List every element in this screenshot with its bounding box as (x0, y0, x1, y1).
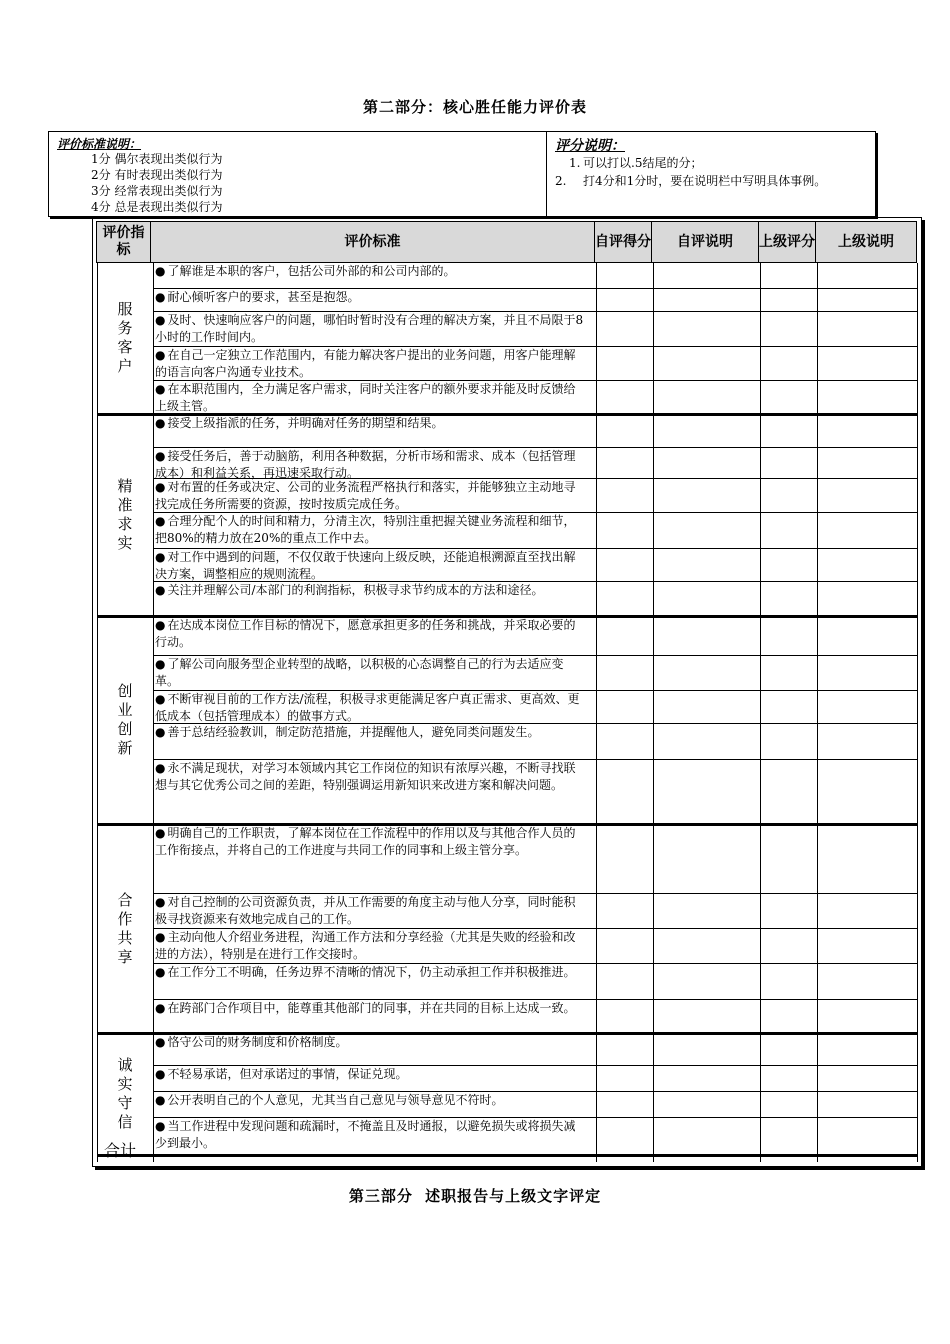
bullet-icon: ● (155, 514, 166, 528)
column-rule (153, 263, 154, 1162)
criterion-text: 耐心倾听客户的要求，甚至是抱怨。 (167, 290, 360, 304)
criteria-legend-heading: 评价标准说明： (57, 137, 142, 151)
criterion-text: 关注并理解公司/本部门的利润指标，积极寻求节约成本的方法和途径。 (167, 583, 544, 597)
criterion-item (155, 289, 587, 310)
scoring-note-number: 1. (569, 156, 581, 170)
category-name: 创业创新 (117, 682, 133, 757)
bullet-icon: ● (155, 313, 166, 327)
category-name: 诚实守信 (117, 1056, 133, 1131)
criterion-item (155, 1092, 587, 1116)
scoring-legend (547, 132, 875, 216)
criterion-text: 永不满足现状，对学习本领域内其它工作岗位的知识有浓厚兴趣，不断寻找联想与其它优秀公司之间的差距，特别强调运用新知识来改进方案和解决问题。 (155, 761, 576, 792)
bullet-icon: ● (155, 416, 166, 430)
criterion-item (155, 1000, 587, 1032)
bullet-icon: ● (155, 895, 166, 909)
criterion-item (155, 347, 587, 379)
bullet-icon: ● (155, 725, 166, 739)
bullet-icon: ● (155, 1067, 166, 1081)
criterion-text: 不轻易承诺，但对承诺过的事情，保证兑现。 (167, 1067, 408, 1081)
column-rule (760, 263, 761, 1162)
criterion-item (155, 513, 587, 547)
category-cell (97, 616, 153, 824)
evaluation-table (92, 217, 922, 1167)
category-name: 合作共享 (117, 890, 133, 966)
criterion-text: 了解公司向服务型企业转型的战略，以积极的心态调整自己的行为去适应变革。 (155, 657, 564, 688)
criteria-legend-row: 4分 总是表现出类似行为 (91, 200, 223, 214)
column-rule (596, 263, 597, 1162)
criterion-item (155, 1034, 587, 1064)
criteria-legend-row: 1分 偶尔表现出类似行为 (91, 152, 223, 166)
bullet-icon: ● (155, 264, 166, 278)
criterion-item (155, 825, 587, 892)
scoring-legend-heading: 评分说明： (555, 138, 625, 154)
criterion-text: 对工作中遇到的问题，不仅仅敢于快速向上级反映，还能追根溯源直至找出解决方案，调整相应的规则流程。 (155, 550, 576, 581)
category-name: 精准求实 (117, 477, 133, 552)
criterion-text: 对自己控制的公司资源负责，并从工作需要的角度主动与他人分享，同时能积极寻找资源来有效地完成自己的工作。 (155, 895, 576, 926)
scoring-note (555, 174, 873, 189)
header-criteria: 评价标准 (151, 222, 595, 262)
bullet-icon: ● (155, 348, 166, 362)
criterion-item (155, 1118, 587, 1154)
criterion-text: 合理分配个人的时间和精力，分清主次，特别注重把握关键业务流程和细节，把80%的精力放在20%的重点工作中去。 (155, 514, 576, 545)
bullet-icon: ● (155, 826, 166, 840)
criterion-text: 在工作分工不明确，任务边界不清晰的情况下，仍主动承担工作并积极推进。 (167, 965, 576, 979)
criterion-item (155, 691, 587, 722)
scoring-note (569, 156, 869, 171)
bullet-icon: ● (155, 1093, 166, 1107)
section-rule (97, 1154, 917, 1157)
criterion-text: 善于总结经验教训，制定防范措施，并提醒他人，避免同类问题发生。 (167, 725, 540, 739)
bullet-icon: ● (155, 1001, 166, 1015)
criterion-item (155, 656, 587, 689)
criterion-item (155, 415, 587, 446)
criterion-item (155, 894, 587, 927)
bullet-icon: ● (155, 618, 166, 632)
criterion-item (155, 929, 587, 962)
scoring-note-number: 2. (555, 174, 567, 188)
criterion-text: 在达成本岗位工作目标的情况下，愿意承担更多的任务和挑战，并采取必要的行动。 (155, 618, 576, 649)
criterion-text: 对布置的任务或决定、公司的业务流程严格执行和落实，并能够独立主动地寻找完成任务所需要的资源，按时按质完成任务。 (155, 480, 576, 511)
criterion-text: 接受上级指派的任务，并明确对任务的期望和结果。 (167, 416, 444, 430)
category-cell (97, 824, 153, 1033)
criterion-item (155, 381, 587, 413)
section-three-title: 第三部分 述职报告与上级文字评定 (348, 1187, 602, 1205)
criterion-text: 及时、快速响应客户的问题，哪怕时暂时没有合理的解决方案，并且不局限于8小时的工作时间内。 (155, 313, 584, 344)
header-manager-comment: 上级说明 (838, 233, 894, 250)
criterion-item (155, 263, 587, 287)
header-self-score: 自评得分 (595, 222, 652, 262)
criterion-item (155, 964, 587, 998)
criterion-item (155, 1066, 587, 1090)
criterion-text: 明确自己的工作职责，了解本岗位在工作流程中的作用以及与其他合作人员的工作衔接点，并将自己的工作进度与共同工作的同事和上级主管分享。 (155, 826, 576, 857)
criteria-legend-row: 2分 有时表现出类似行为 (91, 168, 223, 182)
header-manager-score: 上级评分 (759, 222, 816, 262)
bullet-icon: ● (155, 657, 166, 671)
criterion-item (155, 617, 587, 654)
column-rule (653, 263, 654, 1162)
bullet-icon: ● (155, 965, 166, 979)
column-rule (917, 263, 918, 1162)
bullet-icon: ● (155, 692, 166, 706)
criterion-item (155, 549, 587, 580)
bullet-icon: ● (155, 449, 166, 463)
criterion-item (155, 760, 587, 823)
criterion-text: 公开表明自己的个人意见，尤其当自己意见与领导意见不符时。 (167, 1093, 504, 1107)
criterion-item (155, 582, 587, 615)
criterion-item (155, 448, 587, 480)
criterion-item (155, 724, 587, 758)
bullet-icon: ● (155, 290, 166, 304)
criteria-legend (49, 132, 547, 216)
category-cell (97, 414, 153, 616)
scoring-note-text: 打4分和1分时，要在说明栏中写明具体事例。 (583, 174, 827, 188)
criterion-text: 主动向他人介绍业务进程，沟通工作方法和分享经验（尤其是失败的经验和改进的方法），特别是在进行工作交接时。 (155, 930, 576, 961)
criteria-legend-row: 3分 经常表现出类似行为 (91, 184, 223, 198)
total-label: 合计 (104, 1141, 137, 1160)
bullet-icon: ● (155, 550, 166, 564)
scoring-note-text: 可以打以.5结尾的分； (583, 156, 703, 170)
criterion-text: 在自己一定独立工作范围内，有能力解决客户提出的业务问题，用客户能理解的语言向客户沟通专业技术。 (155, 348, 576, 379)
criterion-text: 接受任务后，善于动脑筋，利用各种数据，分析市场和需求、成本（包括管理成本）和利益关系，再迅速采取行动。 (155, 449, 576, 480)
rating-legend (48, 131, 876, 217)
category-name: 服务客户 (117, 300, 133, 375)
header-indicator: 评价指标 (97, 222, 151, 262)
bullet-icon: ● (155, 761, 166, 775)
criterion-item (155, 479, 587, 511)
category-cell (97, 262, 153, 414)
criterion-text: 了解谁是本职的客户，包括公司外部的和公司内部的。 (167, 264, 456, 278)
criterion-item (155, 312, 587, 345)
bullet-icon: ● (155, 480, 166, 494)
criterion-text: 当工作进程中发现问题和疏漏时，不掩盖且及时通报，以避免损失或将损失减少到最小。 (155, 1119, 576, 1150)
criterion-text: 不断审视目前的工作方法/流程，积极寻求更能满足客户真正需求、更高效、更低成本（包括管理成本）的做事方式。 (155, 692, 580, 723)
bullet-icon: ● (155, 930, 166, 944)
page-title: 第二部分：核心胜任能力评价表 (362, 98, 587, 116)
category-cell (97, 1033, 153, 1155)
criterion-text: 在本职范围内，全力满足客户需求，同时关注客户的额外要求并能及时反馈给上级主管。 (155, 382, 576, 413)
table-header (96, 221, 917, 263)
criterion-text: 在跨部门合作项目中，能尊重其他部门的同事，并在共同的目标上达成一致。 (167, 1001, 576, 1015)
header-self-comment: 自评说明 (652, 222, 759, 262)
bullet-icon: ● (155, 583, 166, 597)
column-rule (817, 263, 818, 1162)
bullet-icon: ● (155, 1119, 166, 1133)
bullet-icon: ● (155, 382, 166, 396)
criterion-text: 恪守公司的财务制度和价格制度。 (167, 1035, 348, 1049)
bullet-icon: ● (155, 1035, 166, 1049)
